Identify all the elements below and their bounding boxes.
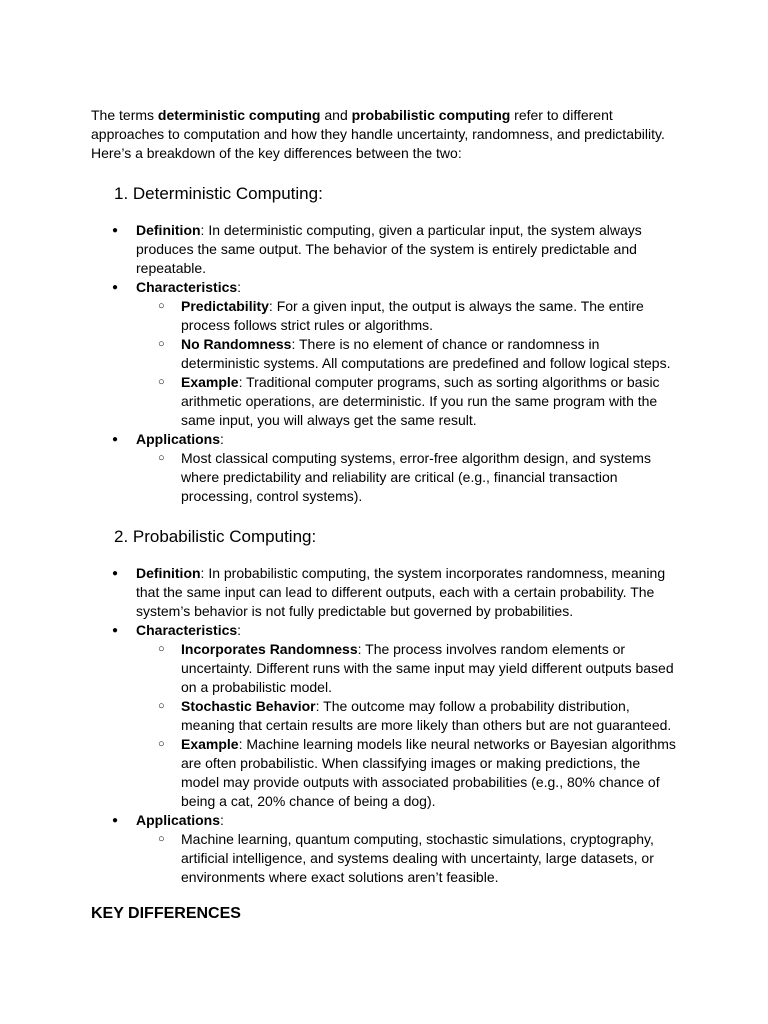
- list-item-applications: [91, 811, 679, 887]
- sublist-label: Predictability: [181, 298, 269, 314]
- intro-paragraph: [91, 106, 676, 163]
- sublist-label: Stochastic Behavior: [181, 698, 316, 714]
- sublist-item-predictability: [136, 297, 679, 335]
- colon: :: [237, 279, 242, 295]
- definition-text: : In probabilistic computing, the system incorporates randomness, meaning that the same input can lead to different outputs, each with a certain probability. The system’s behavior is not fully predictable but governed by probabilities.: [136, 565, 666, 619]
- intro-bold-deterministic: deterministic computing: [157, 107, 321, 123]
- sublist-item-example: [136, 373, 679, 430]
- intro-text-1: The terms: [91, 107, 158, 123]
- sublist-item-no-randomness: [136, 335, 679, 373]
- sublist-text: : Machine learning models like neural networks or Bayesian algorithms are often probabilistic. When classifying images or making predictions, the model may provide outputs with associated probabilities (e.g., 80% chance of being a cat, 20% chance of being a dog).: [181, 736, 676, 809]
- document-page: [91, 106, 691, 925]
- sublist-label: Example: [181, 736, 239, 752]
- sublist-item-incorporates-randomness: [136, 640, 679, 697]
- definition-label: Definition: [136, 565, 201, 581]
- sublist-item-stochastic-behavior: [136, 697, 679, 735]
- list-item-definition: [91, 564, 679, 621]
- sublist-text: : The process involves random elements or uncertainty. Different runs with the same input may yield different outputs based on a probabilistic model.: [181, 641, 674, 695]
- sublist-text: : There is no element of chance or randomness in deterministic systems. All computations are predefined and follow logical steps.: [181, 336, 671, 371]
- applications-sublist: [136, 449, 679, 506]
- applications-label: Applications: [136, 812, 221, 828]
- sublist-text: : Traditional computer programs, such as sorting algorithms or basic arithmetic operations, are deterministic. If you run the same program with the same input, you will always get the same result.: [181, 374, 660, 428]
- applications-sublist: [136, 830, 679, 887]
- sublist-item-example: [136, 735, 679, 811]
- intro-bold-probabilistic: probabilistic computing: [351, 107, 511, 123]
- colon: :: [220, 431, 224, 447]
- deterministic-list: [91, 221, 691, 506]
- definition-label: Definition: [136, 222, 201, 238]
- sublist-label: Example: [181, 374, 239, 390]
- intro-text-3: refer to different approaches to computation and how they handle uncertainty, randomness, and predictability. Here’s a breakdown of the key differences between the two:: [91, 107, 665, 161]
- key-differences-heading: KEY DIFFERENCES: [91, 905, 241, 922]
- sublist-item-applications: ○ Machine learning, quantum computing, stochastic simulations, cryptography, artificial intelligence, and systems dealing with uncertainty, large datasets, or environments where exact solutions aren’t feasible.: [136, 830, 679, 887]
- colon: :: [220, 812, 224, 828]
- intro-text-2: and: [320, 107, 352, 123]
- colon: :: [237, 622, 242, 638]
- sublist-label: Incorporates Randomness: [181, 641, 358, 657]
- definition-text: : In deterministic computing, given a particular input, the system always produces the same output. The behavior of the system is entirely predictable and repeatable.: [136, 222, 642, 276]
- sublist-text: : For a given input, the output is always the same. The entire process follows strict rules or algorithms.: [181, 298, 644, 333]
- sublist-label: No Randomness: [181, 336, 292, 352]
- list-item-definition: [91, 221, 679, 278]
- applications-label: Applications: [136, 431, 221, 447]
- section-heading-deterministic: 1. Deterministic Computing:: [114, 184, 323, 203]
- characteristics-sublist: [136, 297, 679, 430]
- list-item-applications: [91, 430, 679, 506]
- characteristics-label: Characteristics: [136, 279, 238, 295]
- list-item-characteristics: [91, 278, 679, 430]
- sublist-item-applications: ○ Most classical computing systems, error-free algorithm design, and systems where predictability and reliability are critical (e.g., financial transaction processing, control systems).: [136, 449, 679, 506]
- sublist-text: : The outcome may follow a probability distribution, meaning that certain results are more likely than others but are not guaranteed.: [181, 698, 672, 733]
- characteristics-sublist: [136, 640, 679, 811]
- section-heading-probabilistic: 2. Probabilistic Computing:: [114, 527, 317, 546]
- characteristics-label: Characteristics: [136, 622, 238, 638]
- probabilistic-list: [91, 564, 691, 887]
- list-item-characteristics: [91, 621, 679, 811]
